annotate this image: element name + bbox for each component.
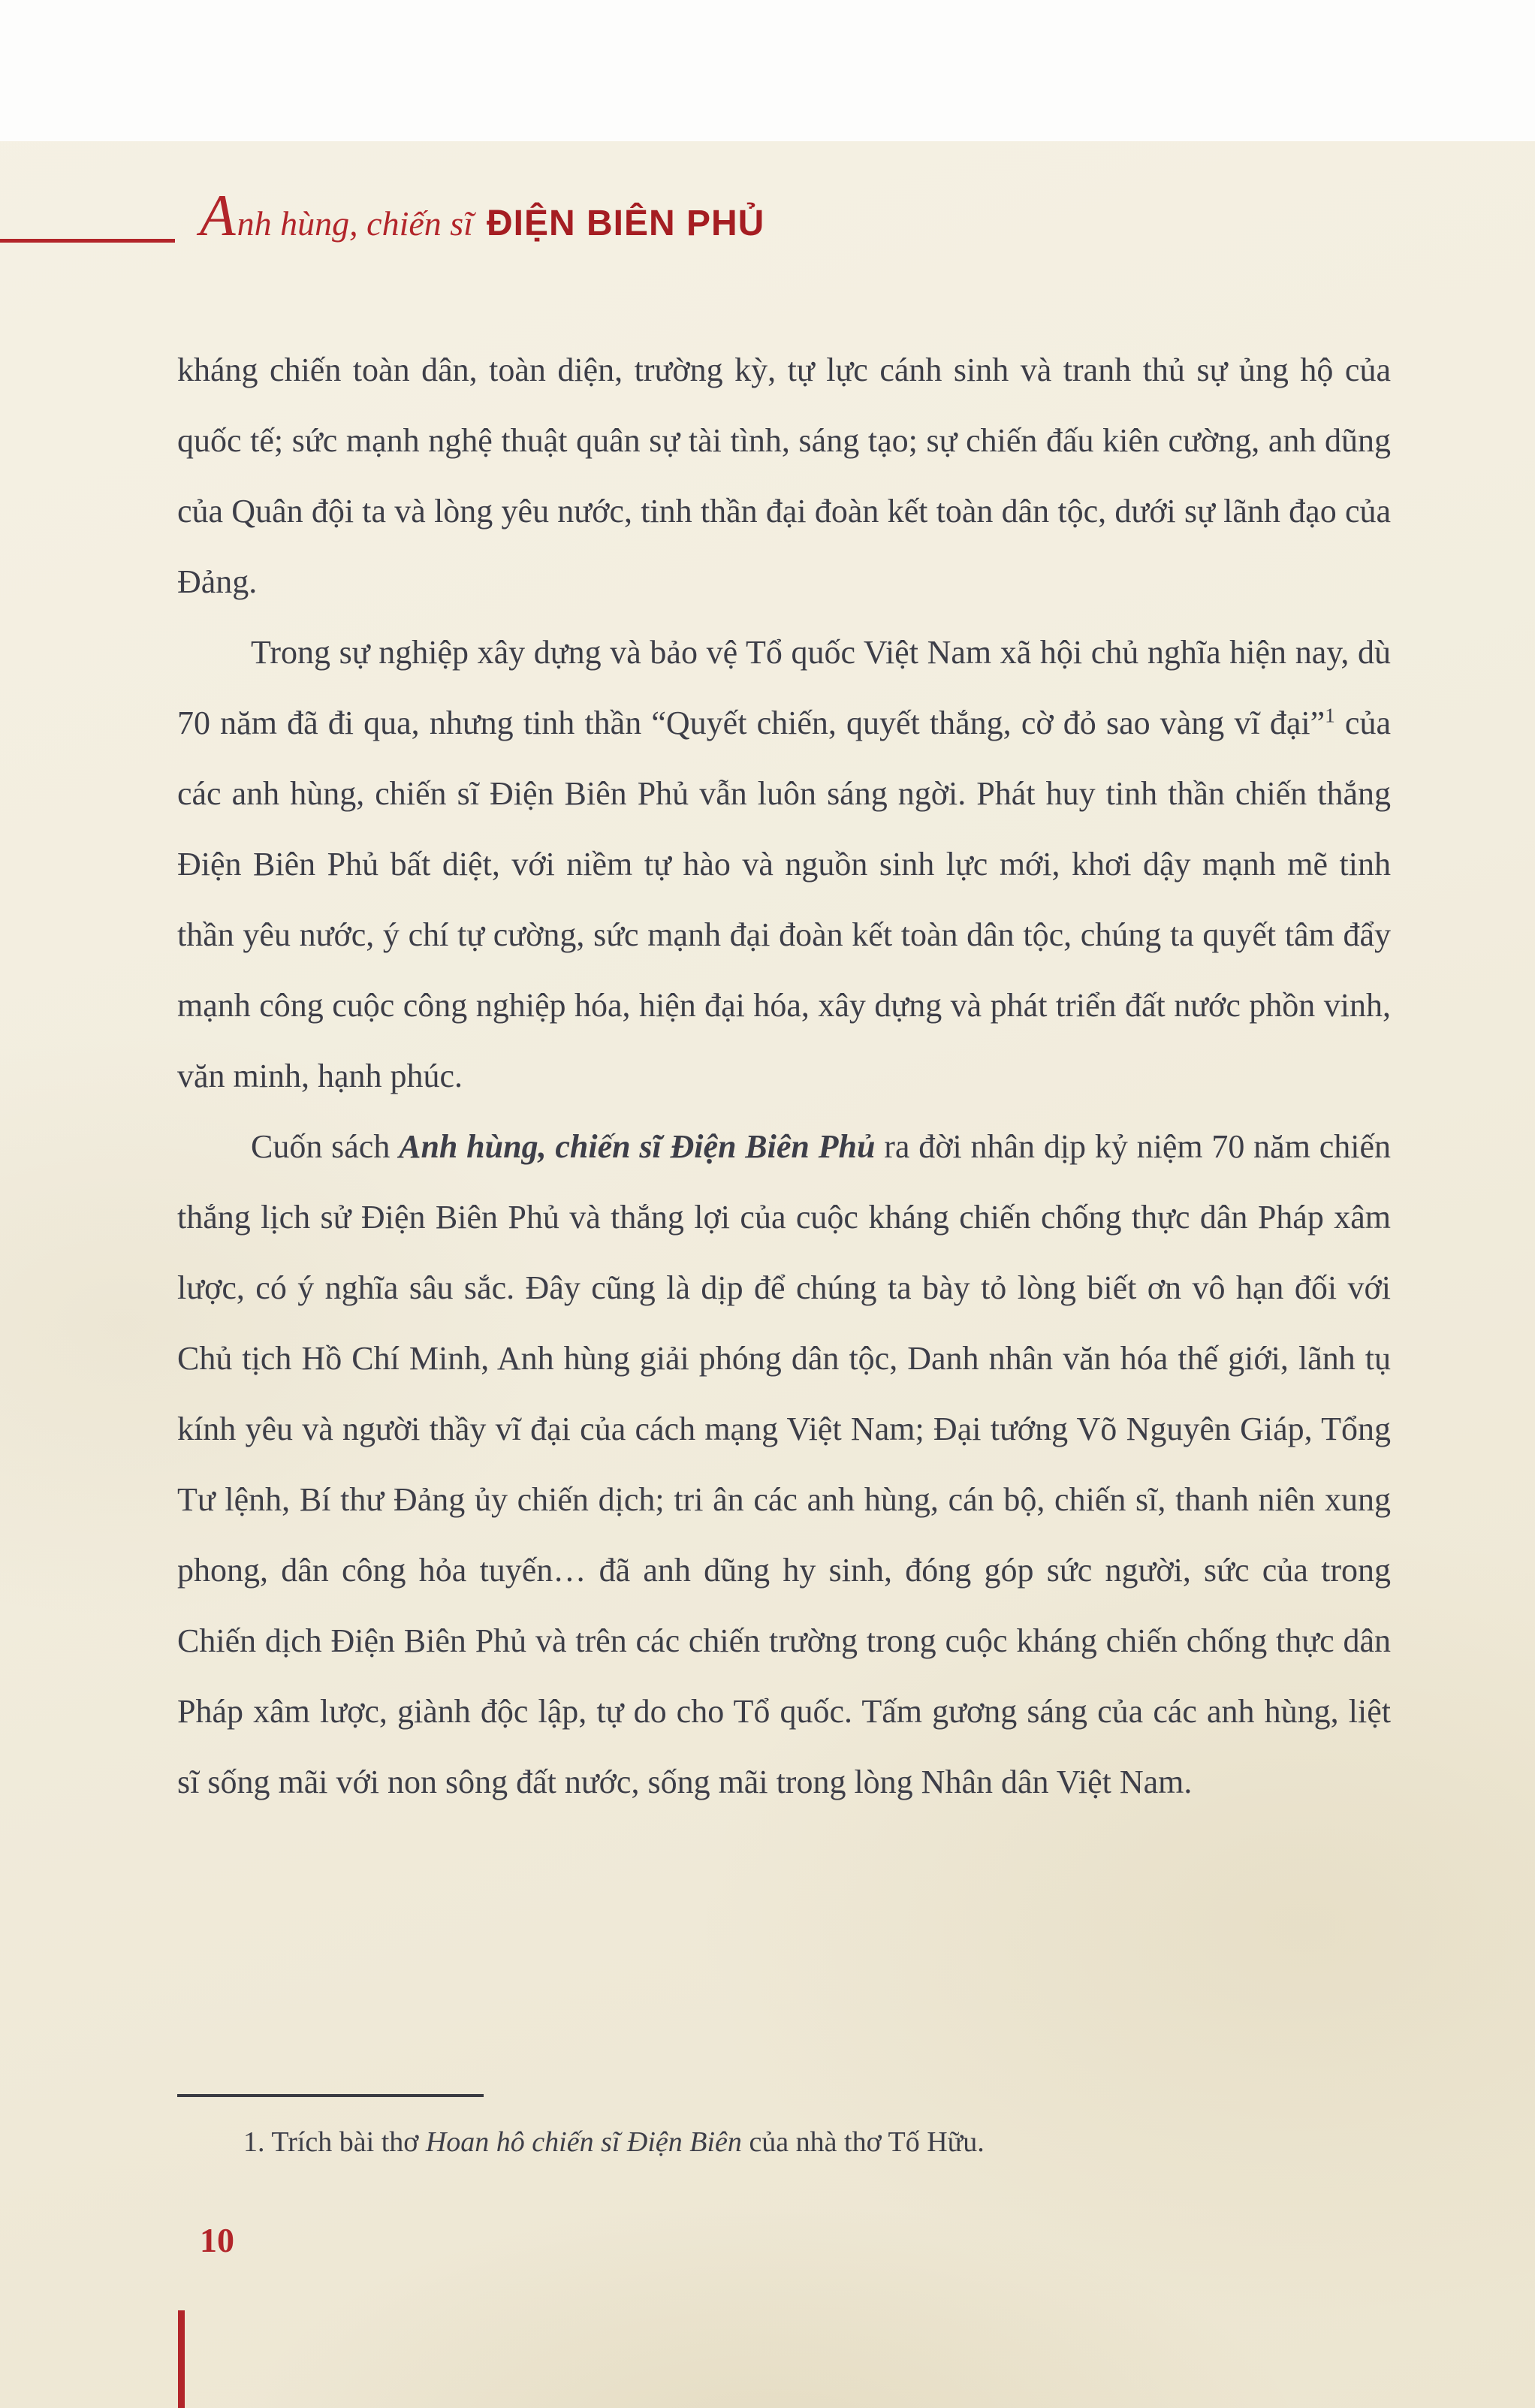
- text-run: Trong sự nghiệp xây dựng và bảo vệ Tổ quốc Việt Nam xã hội chủ nghĩa hiện nay, dù 70 năm đã đi qua, nhưng tinh thần “Quyết chiến, quyết thắng, cờ đỏ sao vàng vĩ đại”: [177, 634, 1391, 741]
- header-script-initial: A: [200, 183, 236, 248]
- text-run: của nhà thơ Tố Hữu.: [741, 2126, 985, 2158]
- footnote-marker: 1: [1325, 704, 1335, 727]
- header-title-caps: ĐIỆN BIÊN PHỦ: [486, 204, 765, 243]
- scan-margin-top: [0, 0, 1535, 141]
- text-run: ra đời nhân dịp kỷ niệm 70 năm chiến thắng lịch sử Điện Biên Phủ và thắng lợi của cuộc kháng chiến chống thực dân Pháp xâm lược, có ý nghĩa sâu sắc. Đây cũng là dịp để chúng ta bày tỏ lòng biết ơn vô hạn đối với Chủ tịch Hồ Chí Minh, Anh hùng giải phóng dân tộc, Danh nhân văn hóa thế giới, lãnh tụ kính yêu và người thầy vĩ đại của cách mạng Việt Nam; Đại tướng Võ Nguyên Giáp, Tổng Tư lệnh, Bí thư Đảng ủy chiến dịch; tri ân các anh hùng, cán bộ, chiến sĩ, thanh niên xung phong, dân công hỏa tuyến… đã anh dũng hy sinh, đóng góp sức người, sức của trong Chiến dịch Điện Biên Phủ và trên các chiến trường trong cuộc kháng chiến chống thực dân Pháp xâm lược, giành độc lập, tự do cho Tổ quốc. Tấm gương sáng của các anh hùng, liệt sĩ sống mãi với non sông đất nước, sống mãi trong lòng Nhân dân Việt Nam.: [177, 1128, 1391, 1800]
- page-number-rule: [178, 2310, 185, 2408]
- page-number: 10: [200, 2221, 234, 2259]
- text-run: Anh hùng, chiến sĩ Điện Biên Phủ: [399, 1128, 876, 1165]
- header-rule: [0, 239, 175, 243]
- paragraph: [177, 335, 1391, 617]
- paragraph: [177, 617, 1391, 1112]
- footnote-text: [177, 2121, 1391, 2163]
- text-run: kháng chiến toàn dân, toàn diện, trường kỳ, tự lực cánh sinh và tranh thủ sự ủng hộ của quốc tế; sức mạnh nghệ thuật quân sự tài tình, sáng tạo; sự chiến đấu kiên cường, anh dũng của Quân đội ta và lòng yêu nước, tinh thần đại đoàn kết toàn dân tộc, dưới sự lãnh đạo của Đảng.: [177, 352, 1391, 600]
- text-run: của các anh hùng, chiến sĩ Điện Biên Phủ vẫn luôn sáng ngời. Phát huy tinh thần chiến thắng Điện Biên Phủ bất diệt, với niềm tự hào và nguồn sinh lực mới, khơi dậy mạnh mẽ tinh thần yêu nước, ý chí tự cường, sức mạnh đại đoàn kết toàn dân tộc, chúng ta quyết tâm đẩy mạnh công cuộc công nghiệp hóa, hiện đại hóa, xây dựng và phát triển đất nước phồn vinh, văn minh, hạnh phúc.: [177, 705, 1391, 1094]
- header-script-text: nh hùng, chiến sĩ: [237, 204, 473, 243]
- footnote-divider: [177, 2094, 484, 2097]
- body-paragraphs: [177, 335, 1391, 1818]
- text-run: Cuốn sách: [251, 1128, 400, 1165]
- running-header: [200, 183, 765, 248]
- paragraph: [177, 1112, 1391, 1818]
- text-run: 1. Trích bài thơ: [243, 2126, 426, 2158]
- footnote: [177, 2094, 1391, 2163]
- text-run: Hoan hô chiến sĩ Điện Biên: [425, 2126, 742, 2158]
